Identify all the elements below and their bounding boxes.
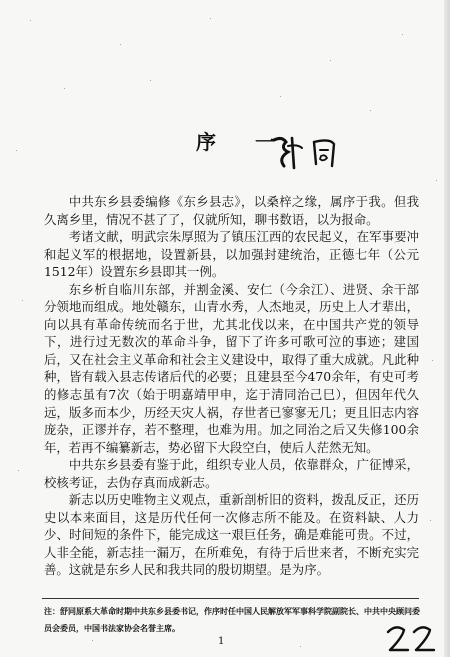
author-signature (268, 132, 354, 172)
footnote: 注：舒同原系大革命时期中共东乡县委书记，作序时任中国人民解放军军事科学院副院长、中共中央顾问委员会委员，中国书法家协会名誉主席。 (44, 606, 420, 633)
footnote-divider (42, 598, 419, 599)
paragraph-county-history: 东乡析自临川东部，并割金溪、安仁（今余江）、进贤、余干部分领地而组成。地处赣东，山青水秀，人杰地灵，历史上人才辈出，向以具有革命传统而名于世，尤其北伐以来，在中国共产党的领导下，进行过无数次的革命斗争，留下了许多可歌可泣的事迹；建国后，又在社会主义革命和社会主义建设中，取得了重大成就。凡此种种，皆有载入县志传诸后代的必要；且建县至今470余年，有史可考的修志虽有7次（始于明嘉靖甲申，迄于清同治己巳），但因年代久远，版多而本少，历经天灾人祸，存世者已寥寥无几；更且旧志内容庞杂，正谬并存，若不整理，也难为用。加之同治之后又失修100余年，若再不编纂新志，势必留下大段空白，使后人茫然无知。 (44, 281, 419, 455)
page-number: 1 (218, 636, 225, 647)
handwritten-page-mark (384, 622, 440, 654)
paragraph-intro: 中共东乡县委编修《东乡县志》，以桑梓之缘，属序于我。但我久离乡里，情况不甚了了，仅就所知，聊书数语，以为报命。 (44, 194, 419, 227)
preface-body (44, 193, 419, 579)
preface-title: 序 一 (196, 130, 291, 154)
scan-edge (444, 0, 450, 657)
paragraph-significance: 新志以历史唯物主义观点，重新剖析旧的资料，拨乱反正，还历史以本来面目，这是历代任何一次修志所不能及。在资料缺、人力少、时间短的条件下，能完成这一艰巨任务，确是难能可贵。不过，人非全能，新志挂一漏万，在所难免，有待于后世来者，不断充实完善。这就是东乡人民和我共同的殷切期望。是为序。 (44, 492, 419, 578)
paragraph-county-founding: 考诸文献，明武宗朱厚照为了镇压江西的农民起义，在军事要冲和起义军的根据地，设置新县，以加强封建统治，正德七年（公元1512年）设置东乡县即其一例。 (44, 229, 419, 280)
paragraph-compilation: 中共东乡县委有鉴于此，组织专业人员，依靠群众，广征博采，校核考证，去伪存真而成新志。 (44, 457, 419, 490)
